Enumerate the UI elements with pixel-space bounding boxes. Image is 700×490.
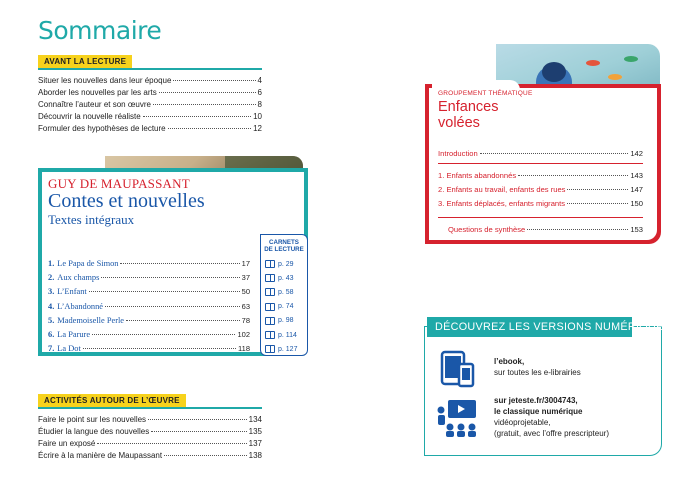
dot-leader	[168, 128, 251, 129]
carnet-row	[265, 271, 305, 285]
bird-shape	[608, 74, 622, 80]
section-divider	[38, 407, 262, 409]
book-icon	[265, 345, 275, 353]
carnet-page: p. 58	[278, 288, 294, 296]
toc-page: 12	[253, 123, 262, 133]
story-title: Mademoiselle Perle	[57, 315, 125, 325]
dot-leader	[83, 348, 236, 349]
groupement-title-line: volées	[438, 115, 480, 131]
story-row	[48, 271, 250, 285]
book-icon	[265, 260, 275, 268]
toc-label: Situer les nouvelles dans leur époque	[38, 75, 172, 85]
dot-leader	[101, 277, 239, 278]
toc-page: 137	[248, 438, 262, 448]
item-label: Introduction	[438, 149, 478, 158]
item-page: 153	[630, 225, 643, 234]
book-icon	[265, 303, 275, 311]
book-author: GUY DE MAUPASSANT	[48, 176, 190, 191]
dot-leader	[518, 175, 628, 176]
book-icon	[265, 317, 275, 325]
groupement-item	[438, 184, 643, 198]
section-heading: AVANT LA LECTURE	[38, 55, 132, 68]
item-label: Questions de synthèse	[448, 225, 526, 234]
ebook-title: l’ebook,	[494, 357, 525, 366]
dot-leader	[567, 189, 628, 190]
ebook-desc: sur toutes les e-librairies	[494, 368, 581, 377]
story-row	[48, 257, 250, 271]
story-page: 63	[241, 301, 250, 311]
story-page: 102	[237, 329, 250, 339]
dot-leader	[126, 320, 240, 321]
toc-label: Formuler des hypothèses de lecture	[38, 123, 166, 133]
item-label: 3. Enfants déplacés, enfants migrants	[438, 199, 566, 208]
toc-row	[38, 438, 262, 450]
dot-leader	[153, 104, 256, 105]
story-page: 50	[241, 287, 250, 297]
carnet-page: p. 29	[278, 260, 294, 268]
story-title: La Parure	[57, 329, 91, 339]
numerique-banner: DÉCOUVREZ LES VERSIONS NUMÉRIQUES	[427, 317, 632, 337]
avant-lecture-section	[38, 55, 262, 135]
carnet-row	[265, 285, 305, 299]
story-number: 6.	[48, 329, 55, 339]
carnets-list	[265, 257, 305, 356]
groupement-item	[438, 198, 643, 212]
groupement-divider	[438, 217, 643, 218]
story-row	[48, 300, 250, 314]
book-title: Contes et nouvelles	[48, 190, 205, 212]
item-page: 142	[630, 149, 643, 158]
story-number: 4.	[48, 301, 55, 311]
carnet-page: p. 114	[278, 331, 297, 339]
carnets-title	[262, 239, 306, 253]
story-title: Le Papa de Simon	[57, 259, 119, 268]
story-title: L’Abandonné	[57, 301, 104, 311]
dot-leader	[97, 443, 246, 444]
groupement-title-line: Enfances	[438, 99, 499, 115]
toc-row	[38, 75, 262, 87]
dot-leader	[173, 80, 255, 81]
toc-row	[38, 426, 262, 438]
dot-leader	[164, 455, 247, 456]
toc-label: Faire un exposé	[38, 438, 96, 448]
story-page: 37	[241, 273, 250, 283]
groupement-items	[438, 170, 643, 212]
projector-classroom-icon	[436, 398, 480, 438]
toc-page: 4	[257, 75, 262, 85]
item-page: 150	[630, 199, 643, 208]
toc-label: Faire le point sur les nouvelles	[38, 414, 147, 424]
toc-label: Connaître l’auteur et son œuvre	[38, 99, 151, 109]
toc-row	[38, 123, 262, 135]
book-subtitle: Textes intégraux	[48, 212, 135, 227]
activites-list	[38, 414, 262, 462]
book-icon	[265, 274, 275, 282]
toc-row	[38, 99, 262, 111]
story-title: L’Enfant	[57, 287, 87, 297]
dot-leader	[89, 291, 240, 292]
item-page: 147	[630, 185, 643, 194]
carnet-page: p. 43	[278, 274, 294, 282]
carnet-row	[265, 342, 305, 356]
story-row	[48, 314, 250, 328]
item-page: 143	[630, 171, 643, 180]
dot-leader	[159, 92, 256, 93]
carnet-row	[265, 300, 305, 314]
carnet-row	[265, 314, 305, 328]
bird-shape	[624, 56, 638, 62]
toc-page: 6	[257, 87, 262, 97]
mural-girl-hair	[542, 62, 566, 82]
toc-page: 135	[248, 426, 262, 436]
carnet-page: p. 74	[278, 303, 294, 311]
page-title: Sommaire	[38, 16, 162, 45]
stories-list	[48, 257, 250, 356]
groupement-label: GROUPEMENT THÉMATIQUE	[438, 90, 533, 97]
dot-leader	[92, 334, 235, 335]
bird-shape	[586, 60, 600, 66]
story-page: 17	[241, 259, 250, 268]
dot-leader	[120, 263, 239, 264]
section-heading: ACTIVITÉS AUTOUR DE L’ŒUVRE	[38, 394, 186, 407]
toc-page: 10	[253, 111, 262, 121]
classique-title: le classique numérique	[494, 407, 583, 416]
classique-note: (gratuit, avec l’offre prescripteur)	[494, 429, 610, 438]
toc-row	[38, 87, 262, 99]
ebook-text	[494, 356, 581, 378]
item-label: 2. Enfants au travail, enfants des rues	[438, 185, 566, 194]
toc-row	[38, 450, 262, 462]
story-page: 118	[238, 344, 250, 354]
story-page: 78	[241, 315, 250, 325]
story-number: 5.	[48, 315, 55, 325]
classique-desc: vidéoprojetable,	[494, 418, 551, 427]
story-row	[48, 285, 250, 299]
activites-section	[38, 394, 262, 462]
groupement-synthese	[438, 224, 643, 236]
toc-page: 8	[257, 99, 262, 109]
dot-leader	[148, 419, 247, 420]
story-row	[48, 328, 250, 342]
dot-leader	[567, 203, 628, 204]
book-icon	[265, 331, 275, 339]
story-number: 7.	[48, 344, 55, 354]
carnet-page: p. 98	[278, 317, 294, 325]
story-number: 1.	[48, 259, 55, 268]
story-title: La Dot	[57, 344, 81, 354]
groupement-title	[438, 99, 498, 131]
item-label: 1. Enfants abandonnés	[438, 171, 517, 180]
avant-lecture-list	[38, 75, 262, 135]
story-number: 3.	[48, 287, 55, 297]
toc-label: Découvrir la nouvelle réaliste	[38, 111, 141, 121]
story-title: Aux champs	[57, 273, 100, 283]
groupement-divider	[438, 163, 643, 164]
book-icon	[265, 288, 275, 296]
groupement-item	[438, 170, 643, 184]
dot-leader	[527, 229, 628, 230]
toc-page: 134	[248, 414, 262, 424]
section-divider	[38, 68, 262, 70]
groupement-intro	[438, 148, 643, 160]
toc-page: 138	[248, 450, 262, 460]
carnets-title-line: DE LECTURE	[264, 246, 304, 253]
toc-row	[38, 414, 262, 426]
dot-leader	[143, 116, 251, 117]
classique-text	[494, 395, 609, 439]
tablet-phone-icon	[440, 350, 476, 388]
toc-label: Étudier la langue des nouvelles	[38, 426, 150, 436]
carnets-title-line: CARNETS	[269, 239, 299, 246]
toc-label: Écrire à la manière de Maupassant	[38, 450, 163, 460]
story-row	[48, 342, 250, 356]
classique-link[interactable]: sur jeteste.fr/3004743,	[494, 396, 578, 405]
carnet-row	[265, 328, 305, 342]
toc-label: Aborder les nouvelles par les arts	[38, 87, 157, 97]
dot-leader	[105, 306, 240, 307]
dot-leader	[151, 431, 246, 432]
dot-leader	[480, 153, 629, 154]
carnet-page: p. 127	[278, 345, 298, 353]
toc-row	[38, 111, 262, 123]
story-number: 2.	[48, 273, 55, 283]
groupement-list	[438, 148, 656, 236]
carnet-row	[265, 257, 305, 271]
